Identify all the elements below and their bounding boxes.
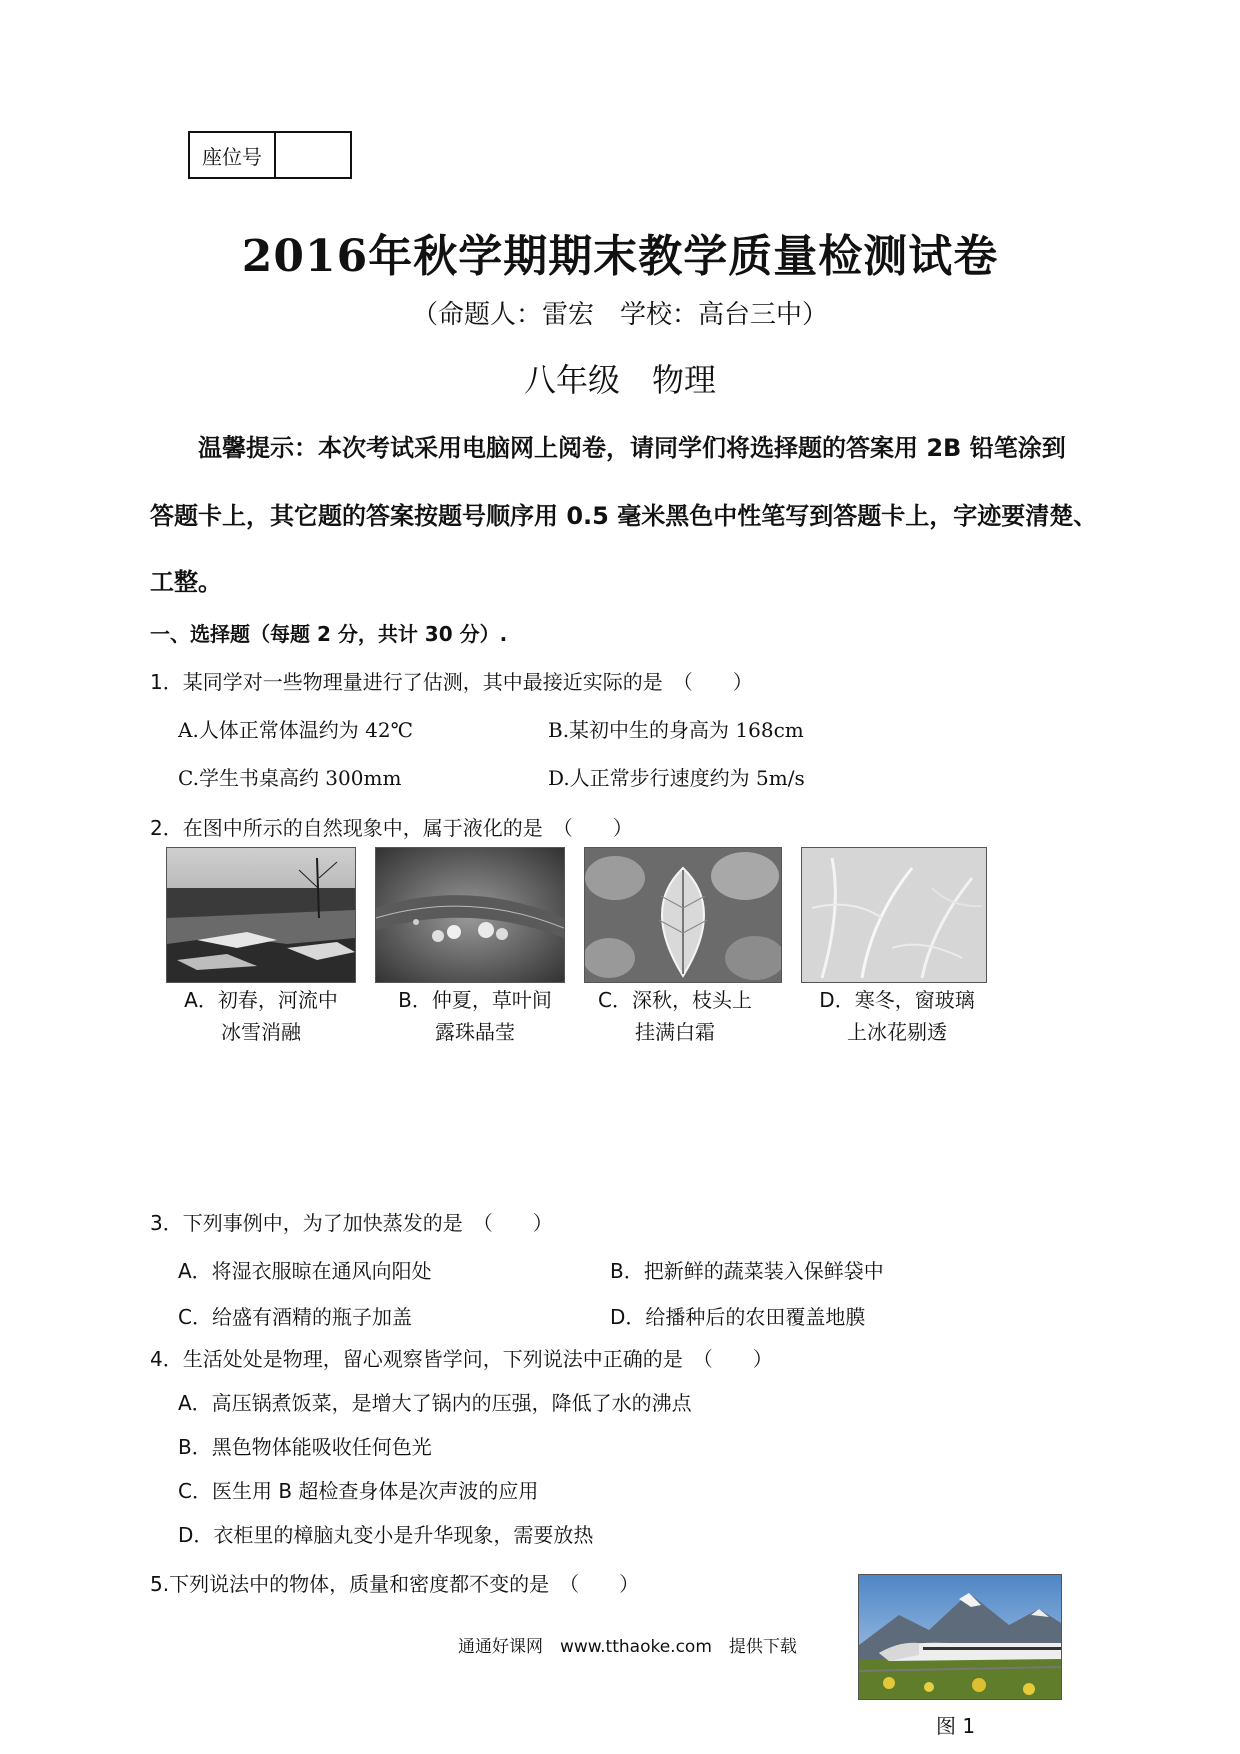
dewdrops-photo [375,847,565,983]
figure-1-caption: 图 1 [936,1714,976,1738]
caption-b-line-2: 露珠晶莹 [435,1020,515,1044]
tip-line-1: 温馨提示：本次考试采用电脑网上阅卷，请同学们将选择题的答案用 2B 铅笔涂到 [198,434,1066,462]
caption-a-line-2: 冰雪消融 [221,1020,301,1044]
question-5-stem: 5.下列说法中的物体，质量和密度都不变的是 （ ） [150,1572,640,1596]
seat-number-blank [276,133,350,177]
seat-number-box [188,131,352,179]
footer-source: 通通好课网 www.tthaoke.com 提供下载 [458,1637,797,1657]
train-photo [858,1574,1062,1700]
question-4-option-a: A．高压锅煮饭菜，是增大了锅内的压强，降低了水的沸点 [178,1391,692,1415]
question-4-option-d: D．衣柜里的樟脑丸变小是升华现象，需要放热 [178,1523,594,1547]
tip-line-3: 工整。 [150,568,222,596]
question-1-option-a: A.人体正常体温约为 42℃ [178,718,413,742]
question-2-caption-d [782,984,1012,1048]
question-3-option-b: B．把新鲜的蔬菜装入保鲜袋中 [610,1259,884,1283]
caption-d-line-1: D．寒冬，窗玻璃 [819,988,975,1012]
grade-subject: 八年级 物理 [523,361,716,399]
question-1-stem: 1．某同学对一些物理量进行了估测，其中最接近实际的是 （ ） [150,670,753,694]
question-2-caption-c [560,984,790,1048]
question-3-option-d: D．给播种后的农田覆盖地膜 [610,1305,866,1329]
seat-number-label: 座位号 [190,133,276,177]
question-2-caption-b [360,984,590,1048]
caption-a-line-1: A．初春，河流中 [184,988,338,1012]
river-thaw-photo [166,847,356,983]
question-4-option-c: C．医生用 B 超检查身体是次声波的应用 [178,1479,539,1503]
question-1-option-d: D.人正常步行速度约为 5m/s [548,766,805,790]
question-2-stem: 2．在图中所示的自然现象中，属于液化的是 （ ） [150,816,633,840]
question-3-option-c: C．给盛有酒精的瓶子加盖 [178,1305,412,1329]
caption-d-line-2: 上冰花剔透 [847,1020,947,1044]
exam-author-line: （命题人：雷宏 学校：高台三中） [411,300,828,330]
caption-b-line-1: B．仲夏，草叶间 [398,988,552,1012]
question-1-option-c: C.学生书桌高约 300mm [178,766,402,790]
question-2-caption-a [146,984,376,1048]
question-1-option-b: B.某初中生的身高为 168cm [548,718,804,742]
question-3-stem: 3．下列事例中，为了加快蒸发的是 （ ） [150,1211,553,1235]
frost-leaves-photo [584,847,782,983]
section-heading: 一、选择题（每题 2 分，共计 30 分）. [150,622,508,646]
window-frost-photo [801,847,987,983]
exam-title: 2016年秋学期期末教学质量检测试卷 [241,231,999,282]
tip-line-2: 答题卡上，其它题的答案按题号顺序用 0.5 毫米黑色中性笔写到答题卡上，字迹要清楚、 [150,502,1098,530]
question-3-option-a: A．将湿衣服晾在通风向阳处 [178,1259,432,1283]
caption-c-line-1: C．深秋，枝头上 [598,988,752,1012]
question-4-stem: 4．生活处处是物理，留心观察皆学问，下列说法中正确的是 （ ） [150,1347,773,1371]
question-4-option-b: B．黑色物体能吸收任何色光 [178,1435,432,1459]
caption-c-line-2: 挂满白霜 [635,1020,715,1044]
